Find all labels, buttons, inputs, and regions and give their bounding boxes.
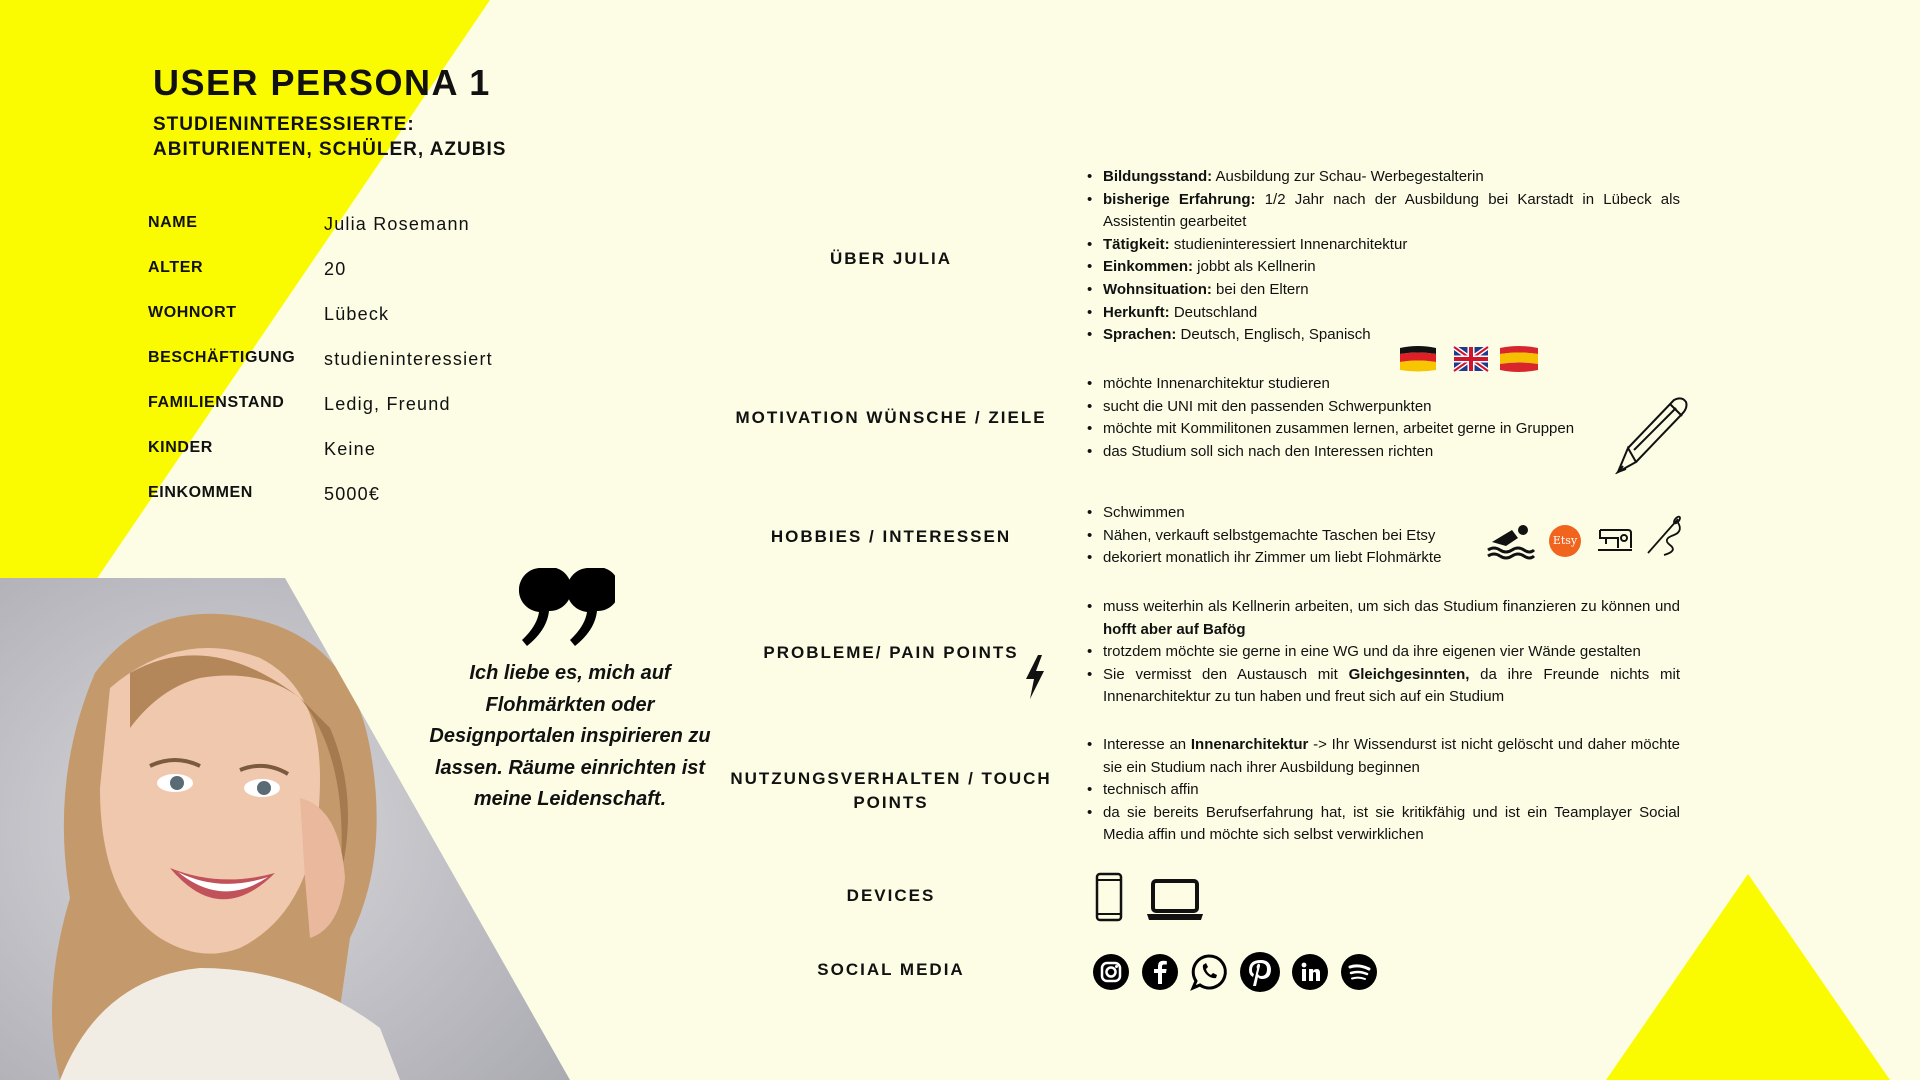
quote-line: meine Leidenschaft. — [473, 788, 667, 810]
yellow-triangle-bottom — [1606, 874, 1890, 1080]
list-item: • Tätigkeit: studieninteressiert Innenarchitektur — [1086, 234, 1680, 257]
persona-photo — [0, 578, 570, 1080]
fact-value: studieninteressiert — [324, 349, 493, 369]
etsy-icon: Etsy — [1549, 525, 1581, 557]
ueber-list — [1086, 166, 1680, 347]
section-label-line: POINTS — [853, 793, 929, 812]
facebook-icon[interactable] — [1142, 954, 1178, 990]
list-item: • möchte mit Kommilitonen zusammen lernen, arbeitet gerne in Gruppen — [1086, 418, 1680, 441]
instagram-icon[interactable] — [1093, 954, 1129, 990]
section-label-devices: DEVICES — [846, 886, 936, 905]
list-item: • Bildungsstand: Ausbildung zur Schau- Werbegestalterin — [1086, 166, 1680, 189]
fact-value: Ledig, Freund — [324, 394, 451, 414]
fact-value: 5000€ — [324, 484, 381, 504]
nutzung-list — [1086, 734, 1680, 847]
list-item: • dekoriert monatlich ihr Zimmer um liebt Flohmärkte — [1086, 547, 1680, 570]
subtitle-line: STUDIENINTERESSIERTE: — [153, 114, 415, 135]
fact-value: Julia Rosemann — [324, 214, 470, 234]
section-label-line: NUTZUNGSVERHALTEN / TOUCH — [730, 769, 1052, 788]
fact-label: KINDER — [148, 439, 213, 456]
persona-quote — [420, 658, 720, 816]
list-item: • Schwimmen — [1086, 502, 1680, 525]
quote-line: Ich liebe es, mich auf — [469, 662, 671, 684]
section-label-social: SOCIAL MEDIA — [817, 960, 965, 979]
list-item: • möchte Innenarchitektur studieren — [1086, 373, 1680, 396]
list-item: • Sie vermisst den Austausch mit Gleichgesinnten, da ihre Freunde nichts mit Innenarchitektur zu tun haben und freut sich auf ein Studium — [1086, 664, 1680, 709]
swimmer-icon — [1486, 520, 1536, 560]
section-label-motivation: MOTIVATION WÜNSCHE / ZIELE — [735, 408, 1047, 427]
quote-icon — [519, 568, 615, 648]
quote-line: Designportalen inspirieren zu — [429, 725, 711, 747]
needle-thread-icon — [1644, 513, 1686, 557]
fact-label: NAME — [148, 214, 198, 231]
fact-value: Keine — [324, 439, 377, 459]
sewing-machine-icon — [1596, 522, 1634, 554]
page-subtitle — [153, 112, 506, 162]
list-item: • Einkommen: jobbt als Kellnerin — [1086, 256, 1680, 279]
list-item: • muss weiterhin als Kellnerin arbeiten, um sich das Studium finanzieren zu können und hofft aber auf Bafög — [1086, 596, 1680, 641]
list-item: • das Studium soll sich nach den Interessen richten — [1086, 441, 1680, 464]
list-item: • Herkunft: Deutschland — [1086, 302, 1680, 325]
pinterest-icon[interactable] — [1240, 952, 1280, 992]
section-label-ueber: ÜBER JULIA — [829, 249, 952, 268]
spotify-icon[interactable] — [1341, 954, 1377, 990]
section-label-hobbies: HOBBIES / INTERESSEN — [770, 527, 1012, 546]
fact-label: FAMILIENSTAND — [148, 394, 285, 411]
list-item: • Interesse an Innenarchitektur -> Ihr Wissendurst ist nicht gelöscht und daher möchte sie ein Studium nach ihrer Ausbildung beginnen — [1086, 734, 1680, 779]
list-item: • Wohnsituation: bei den Eltern — [1086, 279, 1680, 302]
fact-label: WOHNORT — [148, 304, 237, 321]
laptop-icon — [1146, 878, 1204, 922]
fact-label: EINKOMMEN — [148, 484, 253, 501]
lightning-icon — [1024, 655, 1046, 699]
subtitle-line: ABITURIENTEN, SCHÜLER, AZUBIS — [153, 139, 507, 160]
quote-line: Flohmärkten oder — [485, 693, 655, 716]
hobbies-list — [1086, 502, 1680, 570]
list-item: • trotzdem möchte sie gerne in eine WG und da ihre eigenen vier Wände gestalten — [1086, 641, 1680, 664]
page-title: USER PERSONA 1 — [153, 62, 491, 103]
smartphone-icon — [1095, 872, 1123, 922]
fact-value: 20 — [324, 259, 347, 279]
pencil-icon — [1612, 392, 1692, 476]
list-item: • Sprachen: Deutsch, Englisch, Spanisch — [1086, 324, 1680, 347]
list-item: • Nähen, verkauft selbstgemachte Taschen bei Etsy — [1086, 525, 1680, 548]
motivation-list — [1086, 373, 1680, 463]
list-item: • bisherige Erfahrung: 1/2 Jahr nach der Ausbildung bei Karstadt in Lübeck als Assistentin gearbeitet — [1086, 189, 1680, 234]
linkedin-icon[interactable] — [1292, 954, 1328, 990]
fact-value: Lübeck — [324, 304, 390, 324]
section-label-nutzung — [730, 767, 1052, 815]
quote-line: lassen. Räume einrichten ist — [434, 756, 706, 779]
list-item: • technisch affin — [1086, 779, 1680, 802]
probleme-list — [1086, 596, 1680, 709]
flag-spain-icon — [1498, 344, 1540, 374]
flag-uk-icon — [1452, 344, 1490, 374]
whatsapp-icon[interactable] — [1190, 953, 1228, 991]
fact-label: BESCHÄFTIGUNG — [148, 349, 296, 366]
fact-label: ALTER — [148, 259, 204, 276]
flag-germany-icon — [1398, 344, 1438, 374]
section-label-probleme: PROBLEME/ PAIN POINTS — [763, 643, 1019, 662]
list-item: • sucht die UNI mit den passenden Schwerpunkten — [1086, 396, 1680, 419]
list-item: • da sie bereits Berufserfahrung hat, ist sie kritikfähig und ist ein Teamplayer Social Media affin und möchte sich selbst verwirklichen — [1086, 802, 1680, 847]
